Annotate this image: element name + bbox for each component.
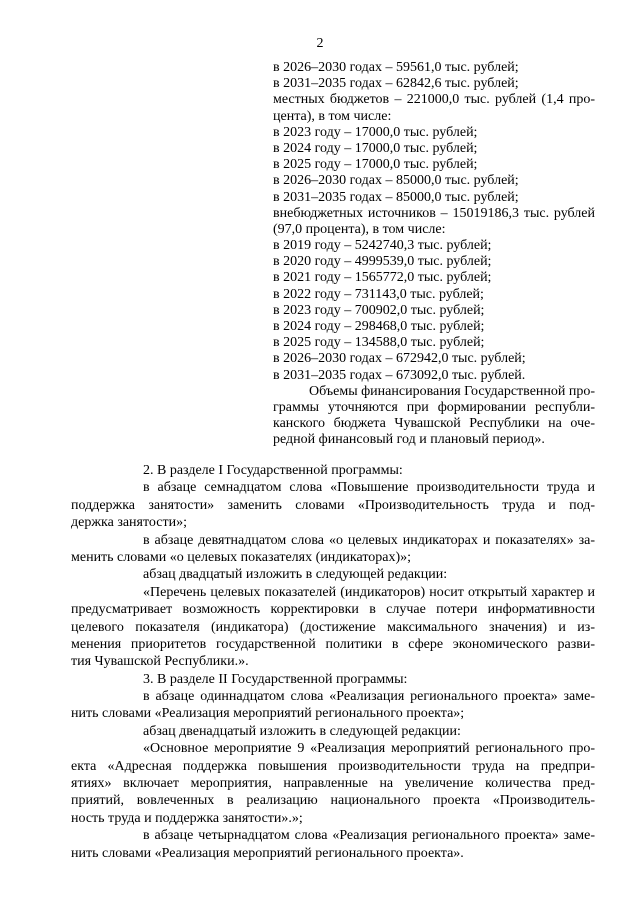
funding-line: в 2019 году – 5242740,3 тыс. рублей;	[273, 238, 492, 254]
funding-line: (97,0 процента), в том числе:	[273, 221, 446, 237]
paragraph-line: ность труда и поддержка занятости».»;	[71, 810, 303, 826]
funding-line: в 2026–2030 годах – 59561,0 тыс. рублей;	[273, 60, 519, 75]
funding-line: в 2031–2035 годах – 85000,0 тыс. рублей;	[273, 189, 519, 205]
paragraph-line: «Основное мероприятие 9 «Реализация мероприятий регионального про-	[143, 741, 595, 757]
funding-line: граммы уточняются при формировании республи-	[273, 399, 595, 415]
funding-line: в 2023 году – 700902,0 тыс. рублей;	[273, 302, 485, 318]
paragraph-line: тия Чувашской Республики.».	[71, 654, 249, 670]
funding-line: в 2025 году – 17000,0 тыс. рублей;	[273, 157, 478, 173]
amendments-text	[71, 462, 595, 862]
paragraph-line: абзац двадцатый изложить в следующей редакции:	[143, 567, 448, 583]
paragraph-line: «Перечень целевых показателей (индикаторов) носит открытый характер и	[143, 584, 595, 600]
paragraph-line: екта «Адресная поддержка повышения производительности труда на предпри-	[71, 758, 595, 774]
paragraph-line: целевого показателя (индикатора) (достижение максимального значения) и из-	[71, 619, 595, 635]
funding-line: в 2031–2035 годах – 62842,6 тыс. рублей;	[273, 76, 519, 92]
funding-line: редной финансовый год и плановый период».	[273, 432, 545, 448]
funding-line: в 2022 году – 731143,0 тыс. рублей;	[273, 286, 484, 302]
paragraph-line: менить словами «о целевых показателях (индикаторах)»;	[71, 549, 412, 565]
paragraph-line: приятий, вовлеченных в реализацию национального проекта «Производитель-	[71, 793, 595, 809]
funding-line: Объемы финансирования Государственной про-	[309, 383, 596, 399]
paragraph-line: менения приоритетов государственной политики в сфере экономического разви-	[71, 636, 595, 652]
paragraph-line: в абзаце семнадцатом слова «Повышение производительности труда и	[143, 480, 595, 496]
paragraph-line: в абзаце девятнадцатом слова «о целевых индикаторах и показателях» за-	[143, 532, 595, 548]
funding-line: в 2031–2035 годах – 673092,0 тыс. рублей.	[273, 367, 526, 383]
funding-line: в 2020 году – 4999539,0 тыс. рублей;	[273, 254, 492, 270]
funding-line: цента), в том числе:	[273, 108, 392, 124]
paragraph-line: абзац двенадцатый изложить в следующей редакции:	[143, 723, 461, 739]
paragraph-line: поддержка занятости» заменить словами «Производительность труда и под-	[71, 497, 595, 513]
funding-line: канского бюджета Чувашской Республики на оче-	[273, 416, 595, 432]
funding-line: в 2026–2030 годах – 85000,0 тыс. рублей;	[273, 173, 519, 189]
paragraph-line: предусматривает возможность корректировки в случае потери информативности	[71, 602, 595, 618]
funding-line: местных бюджетов – 221000,0 тыс. рублей (1,4 про-	[273, 92, 595, 108]
paragraph-line: нить словами «Реализация мероприятий регионального проекта»;	[71, 706, 465, 722]
funding-line: в 2026–2030 годах – 672942,0 тыс. рублей;	[273, 351, 526, 367]
funding-line: в 2024 году – 17000,0 тыс. рублей;	[273, 140, 478, 156]
paragraph-line: держка занятости»;	[71, 515, 187, 531]
paragraph-line: в абзаце одиннадцатом слова «Реализация регионального проекта» заме-	[143, 689, 595, 705]
funding-line: в 2025 году – 134588,0 тыс. рублей;	[273, 335, 485, 351]
paragraph-line: нить словами «Реализация мероприятий регионального проекта».	[71, 845, 464, 861]
funding-line: в 2021 году – 1565772,0 тыс. рублей;	[273, 270, 492, 286]
paragraph-line: 3. В разделе II Государственной программы:	[143, 671, 408, 687]
paragraph-line: в абзаце четырнадцатом слова «Реализация регионального проекта» заме-	[143, 828, 595, 844]
funding-line: внебюджетных источников – 15019186,3 тыс. рублей	[273, 205, 595, 221]
funding-sources-column	[273, 60, 595, 449]
funding-line: в 2023 году – 17000,0 тыс. рублей;	[273, 124, 478, 140]
paragraph-line: 2. В разделе I Государственной программы:	[143, 463, 403, 478]
paragraph-line: ятиях» включает мероприятия, направленные на увеличение количества пред-	[71, 776, 595, 792]
funding-line: в 2024 году – 298468,0 тыс. рублей;	[273, 319, 485, 334]
page-number: 2	[316, 36, 324, 51]
